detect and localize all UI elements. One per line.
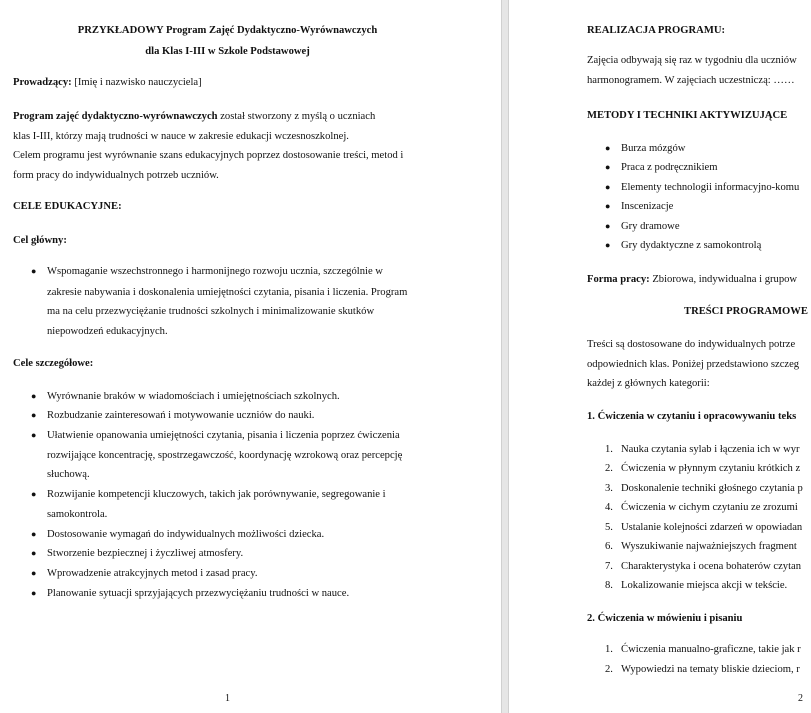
- intro-line-4: form pracy do indywidualnych potrzeb uczniów.: [13, 170, 219, 181]
- detail-goal-item: Planowanie sytuacji sprzyjających przezwyciężaniu trudności w nauce.: [47, 588, 350, 599]
- list-number: 7.: [605, 561, 613, 572]
- main-goal-line: zakresie nabywania i doskonalenia umiejętności czytania, pisania i liczenia. Program: [47, 287, 408, 298]
- section-2-item: Ćwiczenia manualno-graficzne, takie jak r: [621, 644, 801, 655]
- bullet-icon: ●: [31, 489, 37, 499]
- main-goal-heading: Cel główny:: [13, 235, 67, 246]
- goals-heading: CELE EDUKACYJNE:: [13, 201, 122, 212]
- detail-goal-item: Wyrównanie braków w wiadomościach i umiejętnościach szkolnych.: [47, 391, 340, 402]
- work-form-value: Zbiorowa, indywidualna i grupow: [649, 274, 798, 285]
- intro-rest: został stworzony z myślą o uczniach: [217, 111, 376, 122]
- section-1-item: Charakterystyka i ocena bohaterów czytan: [621, 561, 802, 572]
- bullet-icon: ●: [31, 588, 37, 598]
- detail-goal-item-continued: samokontrola.: [47, 509, 108, 520]
- section-1-item: Nauka czytania sylab i łączenia ich w wyr: [621, 444, 800, 455]
- main-goal-line: niepowodzeń edukacyjnych.: [47, 326, 168, 337]
- content-intro-line: odpowiednich klas. Poniżej przedstawiono szczeg: [587, 359, 800, 370]
- work-form-label: Forma pracy:: [587, 274, 650, 285]
- bullet-icon: ●: [605, 240, 611, 250]
- realization-heading: REALIZACJA PROGRAMU:: [587, 25, 726, 36]
- bullet-icon: ●: [31, 568, 37, 578]
- bullet-icon: ●: [31, 548, 37, 558]
- content-intro-line: Treści są dostosowane do indywidualnych potrze: [587, 339, 796, 350]
- page-separator: [501, 0, 509, 713]
- document-page-2: [509, 0, 811, 713]
- bullet-icon: ●: [31, 430, 37, 440]
- method-item: Inscenizacje: [621, 201, 674, 212]
- section-1-item: Wyszukiwanie najważniejszych fragment: [621, 541, 797, 552]
- intro-line-2: klas I-III, którzy mają trudności w nauce w zakresie edukacji wczesnoszkolnej.: [13, 131, 349, 142]
- page-number: 2: [798, 693, 803, 704]
- document-title-line-1: PRZYKŁADOWY Program Zajęć Dydaktyczno-Wyrównawczych: [77, 25, 378, 36]
- section-1-heading: 1. Ćwiczenia w czytaniu i opracowywaniu teks: [587, 411, 797, 422]
- list-number: 6.: [605, 541, 613, 552]
- teacher-label: Prowadzący:: [13, 77, 72, 88]
- bullet-icon: ●: [605, 143, 611, 153]
- method-item: Elementy technologii informacyjno-komu: [621, 182, 800, 193]
- detail-goal-item: Rozwijanie kompetencji kluczowych, takich jak porównywanie, segregowanie i: [47, 489, 386, 500]
- list-number: 1.: [605, 644, 613, 655]
- bullet-icon: ●: [605, 221, 611, 231]
- methods-heading: METODY I TECHNIKI AKTYWIZUJĄCE: [587, 110, 788, 121]
- section-2-heading: 2. Ćwiczenia w mówieniu i pisaniu: [587, 613, 743, 624]
- method-item: Praca z podręcznikiem: [621, 162, 718, 173]
- detail-goal-item: Wprowadzenie atrakcyjnych metod i zasad pracy.: [47, 568, 258, 579]
- bullet-icon: ●: [605, 182, 611, 192]
- intro-line-3: Celem programu jest wyrównanie szans edukacyjnych poprzez dostosowanie treści, metod i: [13, 150, 404, 161]
- realization-line: harmonogramem. W zajęciach uczestniczą: ……: [587, 75, 795, 86]
- section-2-item: Wypowiedzi na tematy bliskie dzieciom, r: [621, 664, 800, 675]
- bullet-icon: ●: [31, 529, 37, 539]
- detail-goal-item: Rozbudzanie zainteresowań i motywowanie uczniów do nauki.: [47, 410, 315, 421]
- list-number: 3.: [605, 483, 613, 494]
- teacher-line: [13, 76, 202, 89]
- detail-goal-item-continued: rozwijające koncentrację, spostrzegawczość, koordynację wzrokową oraz percepcję: [47, 450, 403, 461]
- detail-goal-item: Stworzenie bezpiecznej i życzliwej atmosfery.: [47, 548, 244, 559]
- teacher-value: [Imię i nazwisko nauczyciela]: [71, 77, 202, 88]
- main-goal-line: ma na celu przezwyciężanie trudności szkolnych i minimalizowanie skutków: [47, 306, 375, 317]
- bullet-icon: ●: [31, 410, 37, 420]
- list-number: 1.: [605, 444, 613, 455]
- list-number: 5.: [605, 522, 613, 533]
- bullet-icon: ●: [31, 391, 37, 401]
- document-title-line-2: dla Klas I-III w Szkole Podstawowej: [145, 46, 310, 57]
- section-1-item: Ustalanie kolejności zdarzeń w opowiadan: [621, 522, 803, 533]
- list-number: 2.: [605, 664, 613, 675]
- method-item: Burza mózgów: [621, 143, 686, 154]
- bullet-icon: ●: [31, 266, 37, 276]
- detail-goal-item-continued: słuchową.: [47, 469, 90, 480]
- list-number: 2.: [605, 463, 613, 474]
- method-item: Gry dramowe: [621, 221, 680, 232]
- work-form-line: [587, 273, 797, 286]
- bullet-icon: ●: [605, 162, 611, 172]
- intro-bold: Program zajęć dydaktyczno-wyrównawczych: [13, 111, 218, 122]
- section-1-item: Ćwiczenia w płynnym czytaniu krótkich z: [621, 463, 801, 474]
- method-item: Gry dydaktyczne z samokontrolą: [621, 240, 762, 251]
- detail-goals-heading: Cele szczegółowe:: [13, 358, 94, 369]
- bullet-icon: ●: [605, 201, 611, 211]
- section-1-item: Doskonalenie techniki głośnego czytania p: [621, 483, 803, 494]
- detail-goal-item: Ułatwienie opanowania umiejętności czytania, pisania i liczenia poprzez ćwiczenia: [47, 430, 400, 441]
- section-1-item: Ćwiczenia w cichym czytaniu ze zrozumi: [621, 502, 798, 513]
- content-intro-line: każdej z głównych kategorii:: [587, 378, 710, 389]
- main-goal-line: Wspomaganie wszechstronnego i harmonijnego rozwoju ucznia, szczególnie w: [47, 266, 383, 277]
- detail-goal-item: Dostosowanie wymagań do indywidualnych możliwości dziecka.: [47, 529, 325, 540]
- content-heading: TREŚCI PROGRAMOWE: [684, 306, 808, 317]
- realization-line: Zajęcia odbywają się raz w tygodniu dla uczniów: [587, 55, 797, 66]
- list-number: 8.: [605, 580, 613, 591]
- section-1-item: Lokalizowanie miejsca akcji w tekście.: [621, 580, 788, 591]
- intro-line-1: [13, 110, 375, 123]
- list-number: 4.: [605, 502, 613, 513]
- page-number: 1: [225, 693, 230, 704]
